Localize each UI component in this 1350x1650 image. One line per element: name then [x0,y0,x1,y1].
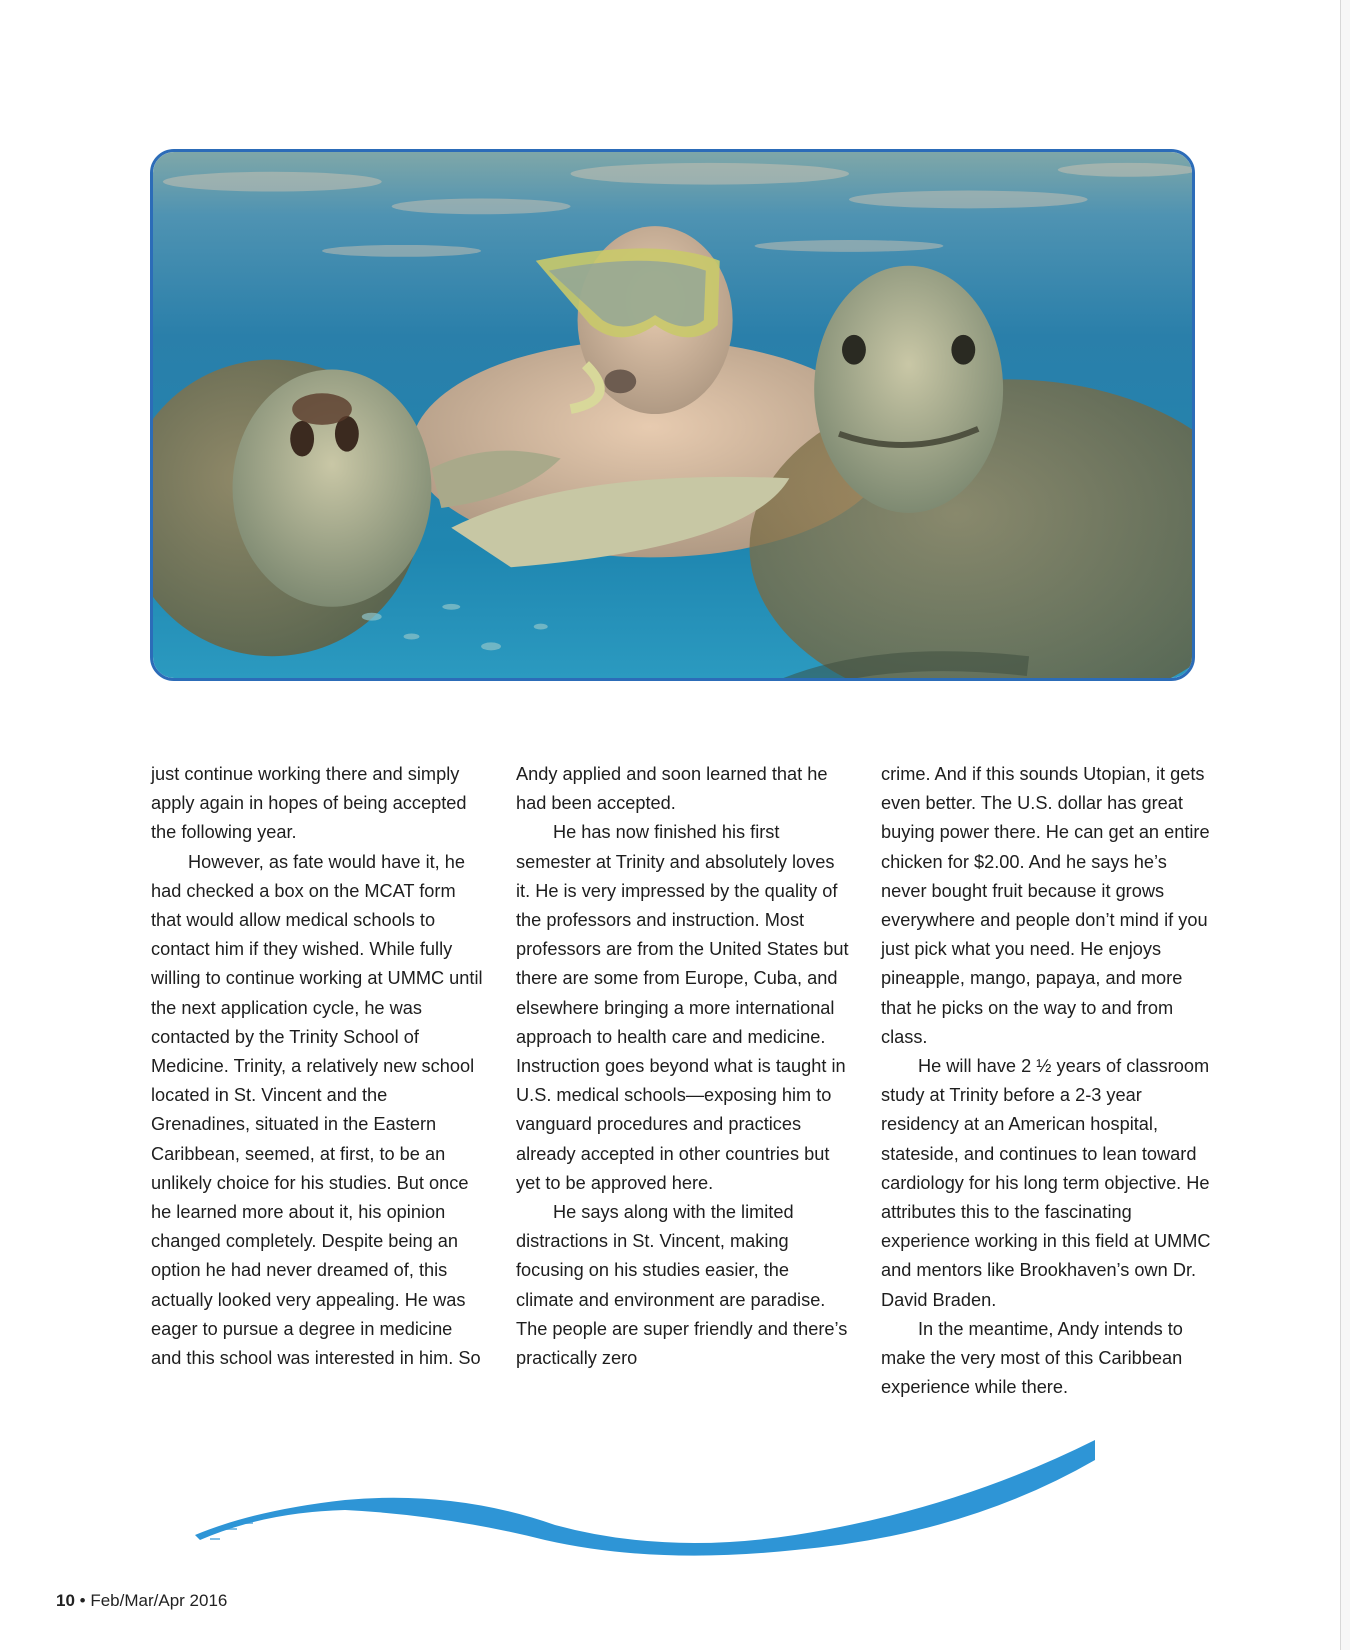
decorative-wave [195,1440,1100,1560]
paragraph: In the meantime, Andy intends to make the very most of this Caribbean experience while there. [881,1318,1183,1398]
article-column-2 [516,760,851,1373]
underwater-scene [153,152,1192,678]
article-column-1 [151,760,486,1373]
paragraph: He says along with the limited distractions in St. Vincent, making focusing on his studies easier, the climate and environment are paradise. The people are super friendly and there’s practically zero [516,1202,848,1369]
paragraph: crime. And if this sounds Utopian, it gets even better. The U.S. dollar has great buying power there. He can get an entire chicken for $2.00. And he says he’s never bought fruit because it grows everywhere and people don’t mind if you just pick what you need. He enjoys pineapple, mango, papaya, and more that he picks on the way to and from class. [881,764,1210,1047]
paragraph: He will have 2 ½ years of classroom study at Trinity before a 2-3 year residency at an American hospital, stateside, and continues to lean toward cardiology for his long term objective. He attributes this to the fascinating experience working in this field at UMMC and mentors like Brookhaven’s own Dr. David Braden. [881,1056,1211,1310]
paragraph: He has now finished his first semester at Trinity and absolutely loves it. He is very impressed by the quality of the professors and instruction. Most professors are from the United States but there are some from Europe, Cuba, and elsewhere bringing a more international approach to health care and medicine. Instruction goes beyond what is taught in U.S. medical schools—exposing him to vanguard procedures and practices already accepted in other countries but yet to be approved here. [516,822,849,1193]
feature-photo [150,149,1195,681]
page-number: 10 [56,1591,75,1610]
footer-separator: • [79,1591,86,1610]
paragraph: Andy applied and soon learned that he had been accepted. [516,764,828,814]
paragraph: just continue working there and simply apply again in hopes of being accepted the following year. [151,764,467,843]
page-edge [1340,0,1350,1650]
page-footer [56,1591,227,1611]
paragraph: However, as fate would have it, he had checked a box on the MCAT form that would allow medical schools to contact him if they wished. While fully willing to continue working at UMMC until the next application cycle, he was contacted by the Trinity School of Medicine. Trinity, a relatively new school located in St. Vincent and the Grenadines, situated in the Eastern Caribbean, seemed, at first, to be an unlikely choice for his studies. But once he learned more about it, his opinion changed completely. Despite being an option he had never dreamed of, this actually looked very appealing. He was eager to pursue a degree in medicine and this school was interested in him. So [151,851,483,1369]
article-column-3 [881,760,1216,1402]
issue-date: Feb/Mar/Apr 2016 [90,1591,228,1610]
